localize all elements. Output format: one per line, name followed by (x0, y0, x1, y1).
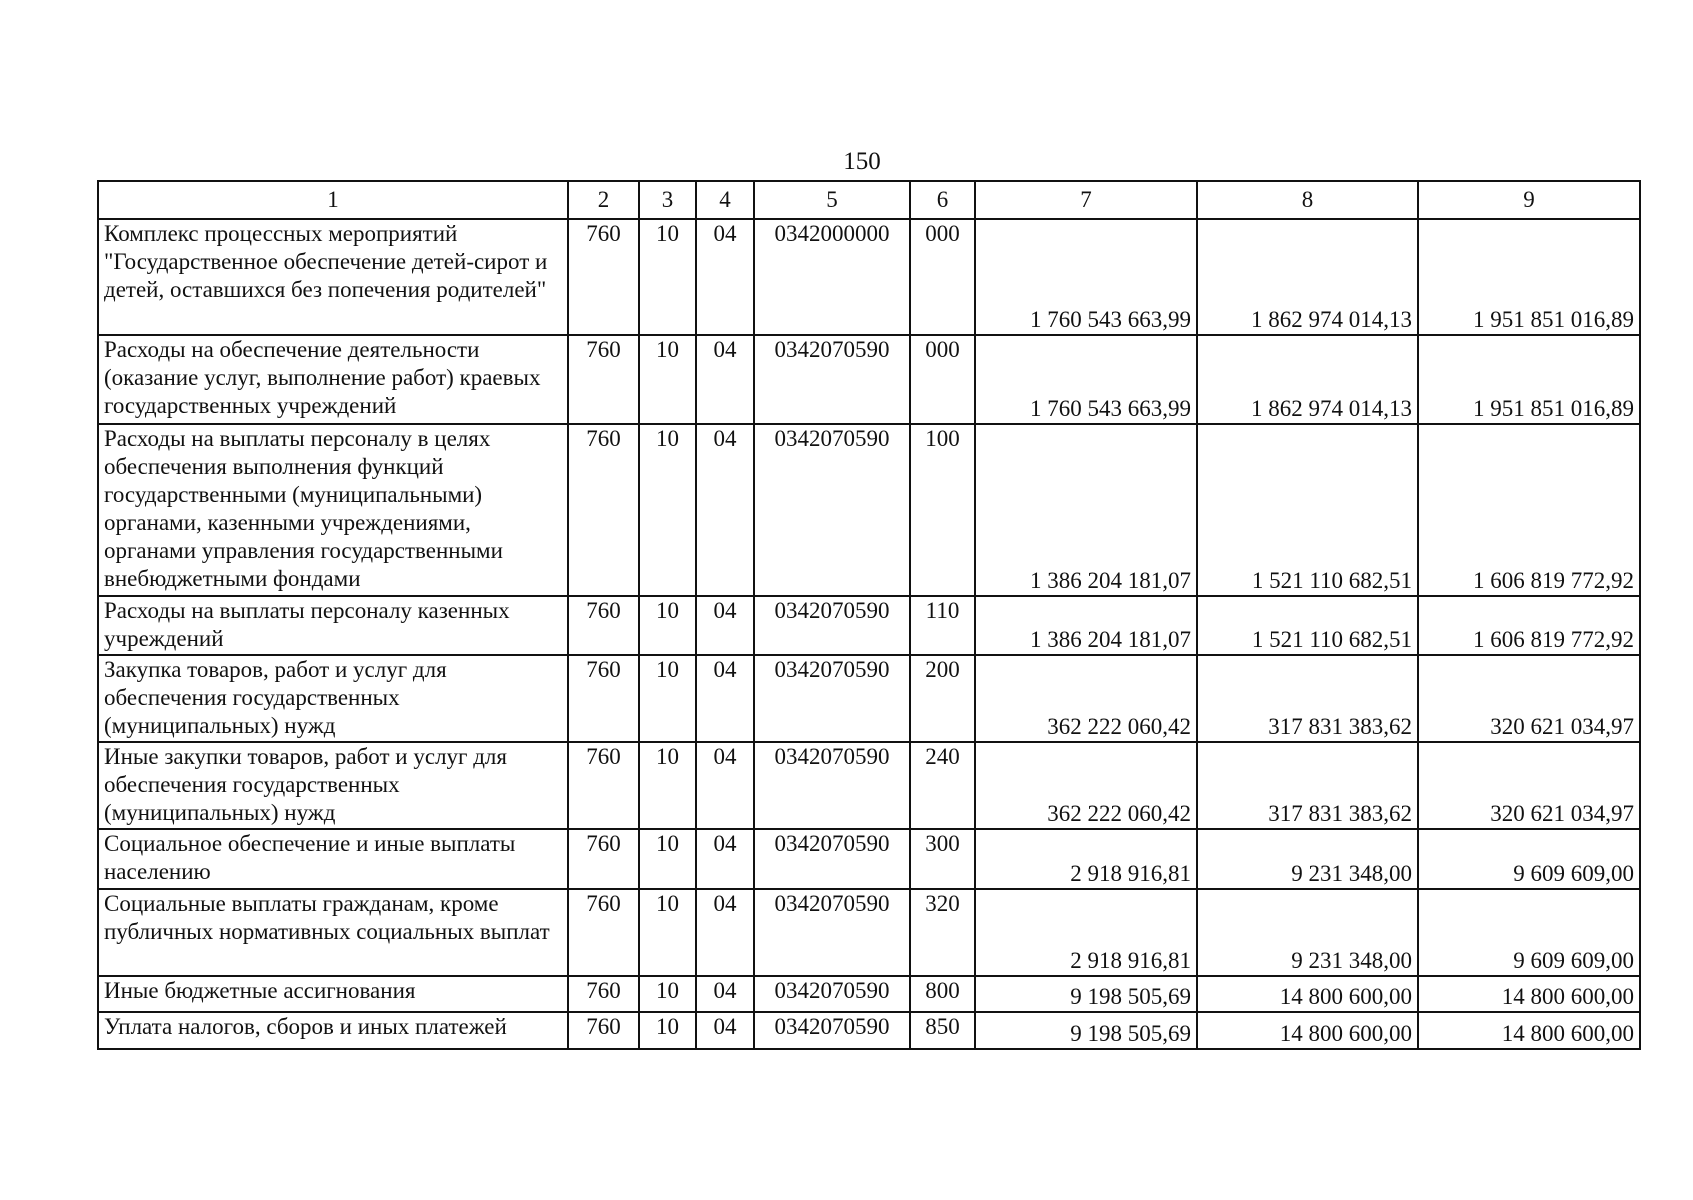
amount-col-9: 1 606 819 772,92 (1418, 424, 1640, 596)
column-header: 2 (568, 181, 639, 219)
expense-name: Закупка товаров, работ и услуг для обеспечения государственных (муниципальных) нужд (98, 655, 568, 742)
subsection-code: 04 (696, 335, 754, 424)
ministry-code: 760 (568, 335, 639, 424)
section-code: 10 (639, 424, 696, 596)
expense-type-code: 850 (910, 1012, 975, 1049)
table-row (98, 889, 1640, 976)
table-row (98, 424, 1640, 596)
amount-col-7: 9 198 505,69 (975, 976, 1197, 1012)
amount-col-7: 1 760 543 663,99 (975, 219, 1197, 335)
expense-name: Иные закупки товаров, работ и услуг для обеспечения государственных (муниципальных) нужд (98, 742, 568, 829)
expense-type-code: 110 (910, 596, 975, 655)
subsection-code: 04 (696, 219, 754, 335)
ministry-code: 760 (568, 596, 639, 655)
column-header: 7 (975, 181, 1197, 219)
amount-col-8: 1 521 110 682,51 (1197, 424, 1418, 596)
target-article-code: 0342070590 (754, 829, 910, 889)
amount-col-8: 317 831 383,62 (1197, 655, 1418, 742)
target-article-code: 0342070590 (754, 655, 910, 742)
amount-col-8: 9 231 348,00 (1197, 889, 1418, 976)
expense-name: Социальные выплаты гражданам, кроме публичных нормативных социальных выплат (98, 889, 568, 976)
expense-name: Расходы на выплаты персоналу в целях обеспечения выполнения функций государственными (муниципальными) органами, казенными учреждениями, органами управления государственными внебюджетными фондами (98, 424, 568, 596)
subsection-code: 04 (696, 1012, 754, 1049)
amount-col-7: 2 918 916,81 (975, 829, 1197, 889)
section-code: 10 (639, 596, 696, 655)
amount-col-8: 317 831 383,62 (1197, 742, 1418, 829)
amount-col-9: 9 609 609,00 (1418, 889, 1640, 976)
column-header: 8 (1197, 181, 1418, 219)
ministry-code: 760 (568, 742, 639, 829)
amount-col-8: 1 862 974 014,13 (1197, 219, 1418, 335)
amount-col-8: 1 862 974 014,13 (1197, 335, 1418, 424)
section-code: 10 (639, 742, 696, 829)
table-row (98, 1012, 1640, 1049)
target-article-code: 0342070590 (754, 976, 910, 1012)
table-row (98, 335, 1640, 424)
amount-col-9: 320 621 034,97 (1418, 655, 1640, 742)
amount-col-9: 14 800 600,00 (1418, 1012, 1640, 1049)
subsection-code: 04 (696, 976, 754, 1012)
amount-col-8: 14 800 600,00 (1197, 1012, 1418, 1049)
subsection-code: 04 (696, 655, 754, 742)
table-row (98, 829, 1640, 889)
column-header: 6 (910, 181, 975, 219)
ministry-code: 760 (568, 655, 639, 742)
expense-name: Расходы на обеспечение деятельности (оказание услуг, выполнение работ) краевых государственных учреждений (98, 335, 568, 424)
budget-table (97, 180, 1641, 1050)
table-row (98, 976, 1640, 1012)
page-number: 150 (843, 148, 881, 175)
amount-col-9: 1 951 851 016,89 (1418, 335, 1640, 424)
subsection-code: 04 (696, 424, 754, 596)
section-code: 10 (639, 1012, 696, 1049)
target-article-code: 0342000000 (754, 219, 910, 335)
subsection-code: 04 (696, 596, 754, 655)
target-article-code: 0342070590 (754, 596, 910, 655)
expense-type-code: 200 (910, 655, 975, 742)
amount-col-7: 1 386 204 181,07 (975, 596, 1197, 655)
section-code: 10 (639, 976, 696, 1012)
amount-col-9: 1 606 819 772,92 (1418, 596, 1640, 655)
ministry-code: 760 (568, 1012, 639, 1049)
column-header: 3 (639, 181, 696, 219)
subsection-code: 04 (696, 889, 754, 976)
expense-name: Комплекс процессных мероприятий "Государственное обеспечение детей-сирот и детей, оставшихся без попечения родителей" (98, 219, 568, 335)
ministry-code: 760 (568, 219, 639, 335)
target-article-code: 0342070590 (754, 1012, 910, 1049)
expense-type-code: 100 (910, 424, 975, 596)
expense-name: Расходы на выплаты персоналу казенных учреждений (98, 596, 568, 655)
amount-col-8: 14 800 600,00 (1197, 976, 1418, 1012)
target-article-code: 0342070590 (754, 889, 910, 976)
ministry-code: 760 (568, 889, 639, 976)
expense-type-code: 000 (910, 335, 975, 424)
expense-type-code: 240 (910, 742, 975, 829)
expense-name: Уплата налогов, сборов и иных платежей (98, 1012, 568, 1049)
section-code: 10 (639, 829, 696, 889)
column-number-row (98, 181, 1640, 219)
expense-type-code: 000 (910, 219, 975, 335)
target-article-code: 0342070590 (754, 335, 910, 424)
amount-col-9: 9 609 609,00 (1418, 829, 1640, 889)
section-code: 10 (639, 219, 696, 335)
amount-col-7: 1 760 543 663,99 (975, 335, 1197, 424)
table-row (98, 742, 1640, 829)
column-header: 1 (98, 181, 568, 219)
table-row (98, 596, 1640, 655)
amount-col-8: 9 231 348,00 (1197, 829, 1418, 889)
ministry-code: 760 (568, 976, 639, 1012)
target-article-code: 0342070590 (754, 742, 910, 829)
table-row (98, 219, 1640, 335)
expense-name: Иные бюджетные ассигнования (98, 976, 568, 1012)
ministry-code: 760 (568, 829, 639, 889)
expense-type-code: 800 (910, 976, 975, 1012)
amount-col-9: 14 800 600,00 (1418, 976, 1640, 1012)
subsection-code: 04 (696, 829, 754, 889)
subsection-code: 04 (696, 742, 754, 829)
amount-col-7: 1 386 204 181,07 (975, 424, 1197, 596)
amount-col-9: 320 621 034,97 (1418, 742, 1640, 829)
section-code: 10 (639, 655, 696, 742)
amount-col-7: 362 222 060,42 (975, 655, 1197, 742)
column-header: 4 (696, 181, 754, 219)
ministry-code: 760 (568, 424, 639, 596)
amount-col-7: 9 198 505,69 (975, 1012, 1197, 1049)
amount-col-8: 1 521 110 682,51 (1197, 596, 1418, 655)
column-header: 5 (754, 181, 910, 219)
section-code: 10 (639, 889, 696, 976)
expense-name: Социальное обеспечение и иные выплаты населению (98, 829, 568, 889)
expense-type-code: 320 (910, 889, 975, 976)
amount-col-7: 362 222 060,42 (975, 742, 1197, 829)
section-code: 10 (639, 335, 696, 424)
amount-col-9: 1 951 851 016,89 (1418, 219, 1640, 335)
table-row (98, 655, 1640, 742)
amount-col-7: 2 918 916,81 (975, 889, 1197, 976)
expense-type-code: 300 (910, 829, 975, 889)
target-article-code: 0342070590 (754, 424, 910, 596)
column-header: 9 (1418, 181, 1640, 219)
